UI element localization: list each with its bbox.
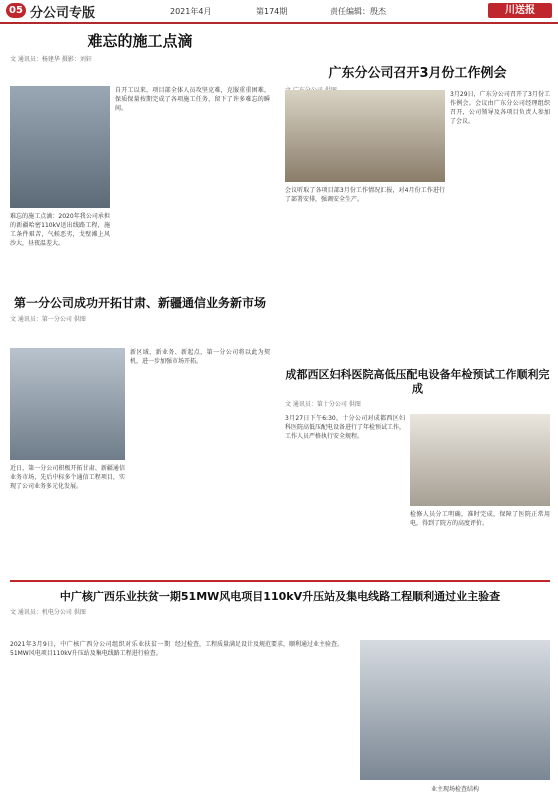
article-3-byline: 文 通讯员：第一分公司 供图 [10,316,86,323]
editor-name: 责任编辑：殷杰 [330,7,386,16]
article-1-byline: 文 通讯员：杨建华 摄影：刘轩 [10,56,92,63]
tower-photo [10,86,110,208]
section-title: 分公司专版 [30,6,96,21]
article-4-byline: 文 通讯员：第十分公司 供图 [285,401,361,408]
article-5-col-a: 2021年3月9日，中广核广西分公司组织对乐业扶贫一期51MW风电项目110kV升压站及集电线路工程进行验查。 [10,641,170,657]
article-1-col-b: 自开工以来，项目部全体人员攻坚克难，克服重重困难，保质保量按期完成了各项施工任务，留下了许多难忘的瞬间。 [115,87,270,112]
article-2-col-a: 3月29日，广东分公司召开了3月份工作例会。会议由广东分公司经理组织召开，公司领导及各项目负责人参加了会议。 [450,91,550,125]
masthead-logo: 川送报 [488,3,552,18]
article-5-col-b: 经过检查，工程质量满足设计及规范要求，顺利通过业主验查。 [175,641,344,648]
hospital-photo [410,414,550,506]
article-1 [10,30,270,63]
article-3-col-a: 近日，第一分公司积极开拓甘肃、新疆通信业务市场，先后中标多个通信工程项目，实现了公司业务多元化发展。 [10,465,125,490]
issue-date: 2021年4月 [170,7,212,16]
telecom-photo [10,348,125,460]
article-4-col-a: 3月27日下午6:30，十分公司对成都西区妇科医院高低压配电设备进行了年检预试工作，工作人员严格执行安全规程。 [285,415,406,440]
article-5-title: 中广核广西乐业扶贫一期51MW风电项目110kV升压站及集电线路工程顺利通过业主验查 [59,590,501,603]
meeting-photo [285,90,445,182]
page-header [0,0,558,24]
article-4-col-b: 检修人员分工明确，准时完成，保障了医院正常用电，得到了院方的高度评价。 [410,511,550,527]
article-5-byline: 文 通讯员：机电分公司 供图 [10,609,86,616]
inspection-photo [360,640,550,780]
photo-caption: 业主现场检查结构 [430,786,479,793]
issue-number: 第174期 [256,7,288,16]
article-3-col-b: 新区域、新业务、新起点，第一分公司将以此为契机，进一步加强市场开拓。 [130,349,270,365]
article-1-col-a: 难忘的施工点滴：2020年我公司承担的新疆哈密110kV送出线路工程，施工条件艰苦，气候恶劣，戈壁滩上风沙大，昼夜温差大。 [10,213,110,247]
article-4 [285,368,550,408]
article-3 [10,296,270,323]
article-5 [10,590,550,616]
article-4-title: 成都西区妇科医院高低压配电设备年检预试工作顺利完成 [285,368,550,395]
article-2-col-b: 会议听取了各项目部3月份工作情况汇报，对4月份工作进行了部署安排，强调安全生产。 [285,187,445,203]
article-3-title: 第一分公司成功开拓甘肃、新疆通信业务新市场 [13,296,266,310]
divider-line [10,580,550,582]
article-2-title: 广东分公司召开3月份工作例会 [328,66,507,81]
page-number: 05 [6,3,26,18]
article-1-title: 难忘的施工点滴 [87,32,193,50]
